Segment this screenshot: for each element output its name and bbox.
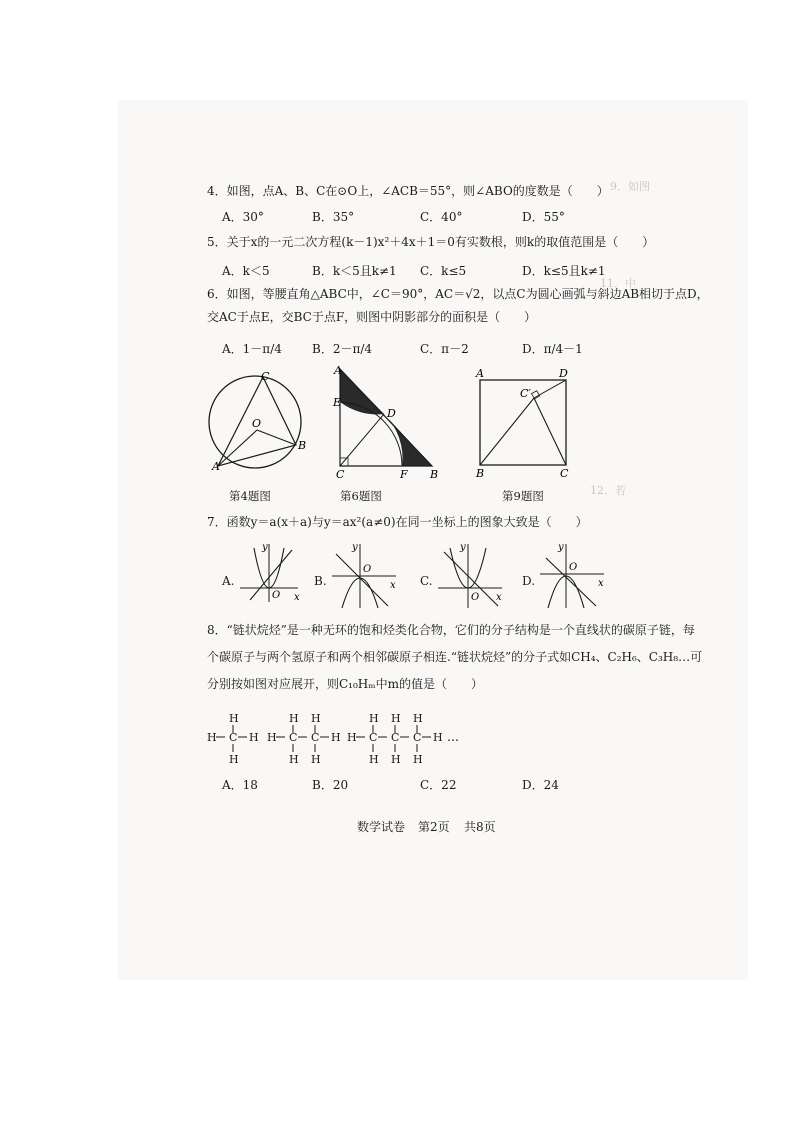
svg-text:C: C [289, 731, 298, 744]
q6-option-c: C．π－2 [420, 342, 469, 356]
figure-6 [328, 365, 440, 485]
origin-label: O [471, 592, 480, 603]
svg-text:H: H [331, 731, 341, 744]
q5-option-b: B．k＜5且k≠1 [312, 264, 397, 278]
q5-option-c: C．k≤5 [420, 264, 467, 278]
q6-option-b: B．2－π/4 [312, 342, 373, 356]
axis-x-label: x [390, 580, 396, 591]
bleed-through-text: 9．如图 [610, 180, 650, 193]
axis-x-label: x [598, 578, 604, 589]
axis-x-label: x [294, 592, 300, 603]
svg-text:H: H [391, 712, 401, 725]
q4-stem: 4．如图，点A、B、C在⊙O上，∠ACB＝55°，则∠ABO的度数是（ ） [207, 184, 609, 198]
q8-stem-line2: 个碳原子与两个氢原子和两个相邻碳原子相连.“链状烷烃”的分子式如CH₄、C₂H₆、C₃H₈…可 [207, 650, 703, 664]
svg-text:H: H [207, 731, 217, 744]
label-c-prime: C′ [520, 387, 531, 400]
label-o: O [252, 417, 262, 430]
q7-option-b: B. [314, 574, 327, 588]
label-b: B [430, 468, 439, 481]
q6-option-d: D．π/4－1 [522, 342, 583, 356]
footer-subject: 数学试卷 [357, 820, 406, 834]
svg-text:H: H [369, 753, 379, 766]
svg-text:H: H [391, 753, 401, 766]
bleed-through-text: 11．中 [600, 277, 636, 290]
q8-stem-line1: 8．“链状烷烃”是一种无环的饱和烃类化合物，它们的分子结构是一个直线状的碳原子链，每 [207, 623, 695, 637]
triangle-abc [340, 369, 432, 466]
svg-text:C: C [413, 731, 422, 744]
svg-text:H: H [267, 731, 277, 744]
q4-option-a: A．30° [222, 210, 264, 224]
q7-stem: 7．函数y＝a(x＋a)与y＝ax²(a≠0)在同一坐标上的图象大致是（ ） [207, 515, 588, 529]
segments-bc1-c1c [480, 398, 566, 465]
segment-c1d [534, 380, 566, 398]
origin-label: O [272, 590, 281, 601]
axis-x-label: x [496, 592, 502, 603]
structure-ellipsis: … [447, 730, 459, 744]
origin-label: O [569, 562, 578, 573]
axis-y-label: y [558, 542, 564, 553]
svg-text:H: H [311, 712, 321, 725]
svg-text:H: H [433, 731, 443, 744]
q7-option-c: C. [420, 574, 433, 588]
svg-text:H: H [311, 753, 321, 766]
figure-4 [200, 370, 320, 480]
q8-option-a: A．18 [222, 778, 258, 792]
q6-stem-line2: 交AC于点E，交BC于点F，则图中阴影部分的面积是（ ） [207, 310, 537, 324]
axis-y-label: y [262, 542, 268, 553]
axis-y-label: y [352, 542, 358, 553]
q4-option-c: C．40° [420, 210, 463, 224]
svg-text:C: C [391, 731, 400, 744]
bleed-through-text: 12．若 [590, 484, 626, 497]
svg-text:H: H [229, 712, 239, 725]
caption-fig6: 第6题图 [340, 489, 382, 503]
q7-graph-b [328, 540, 400, 612]
q4-option-d: D．55° [522, 210, 565, 224]
svg-text:H: H [413, 753, 423, 766]
svg-text:H: H [289, 753, 299, 766]
propane-structure [347, 712, 443, 766]
q8-option-b: B．20 [312, 778, 349, 792]
label-c: C [336, 468, 345, 481]
svg-text:H: H [347, 731, 357, 744]
figure-9 [472, 365, 580, 483]
svg-text:H: H [289, 712, 299, 725]
methane-structure [207, 712, 259, 766]
label-a: A [212, 460, 220, 473]
label-a: A [476, 367, 484, 380]
q4-option-b: B．35° [312, 210, 355, 224]
svg-text:H: H [249, 731, 259, 744]
label-c: C [261, 370, 270, 383]
ethane-structure [267, 712, 341, 766]
label-d: D [387, 407, 396, 420]
q5-stem: 5．关于x的一元二次方程(k－1)x²＋4x＋1＝0有实数根，则k的取值范围是（ ） [207, 235, 655, 249]
svg-text:C: C [369, 731, 378, 744]
label-c: C [560, 467, 569, 480]
q5-option-d: D．k≤5且k≠1 [522, 264, 606, 278]
exam-page [118, 100, 748, 980]
q8-option-c: C．22 [420, 778, 457, 792]
label-a: A [334, 365, 342, 377]
q5-option-a: A．k＜5 [222, 264, 270, 278]
label-e: E [333, 396, 342, 409]
label-b: B [298, 439, 307, 452]
q6-option-a: A．1－π/4 [222, 342, 282, 356]
alkane-structures [205, 708, 465, 770]
footer-page-number: 第2页 [418, 820, 450, 834]
label-b: B [476, 467, 485, 480]
label-f: F [400, 468, 408, 481]
q7-option-d: D. [522, 574, 536, 588]
q7-graph-a [236, 540, 302, 606]
svg-text:H: H [369, 712, 379, 725]
svg-text:C: C [229, 731, 238, 744]
origin-label: O [363, 564, 372, 575]
label-d: D [559, 367, 568, 380]
q8-stem-line3: 分别按如图对应展开，则C₁₀Hₘ中m的值是（ ） [207, 677, 484, 691]
q6-stem-line1: 6．如图，等腰直角△ABC中，∠C＝90°，AC＝√2，以点C为圆心画弧与斜边AB相切于点D， [207, 287, 709, 301]
svg-text:C: C [311, 731, 320, 744]
svg-text:H: H [229, 753, 239, 766]
axis-y-label: y [460, 542, 466, 553]
q8-option-d: D．24 [522, 778, 559, 792]
caption-fig9: 第9题图 [502, 489, 544, 503]
svg-text:H: H [413, 712, 423, 725]
caption-fig4: 第4题图 [229, 489, 271, 503]
q7-option-a: A. [222, 574, 235, 588]
q7-graph-d [536, 540, 608, 612]
q7-graph-c [434, 540, 506, 612]
line [336, 554, 388, 606]
footer-total-pages: 共8页 [464, 820, 496, 834]
